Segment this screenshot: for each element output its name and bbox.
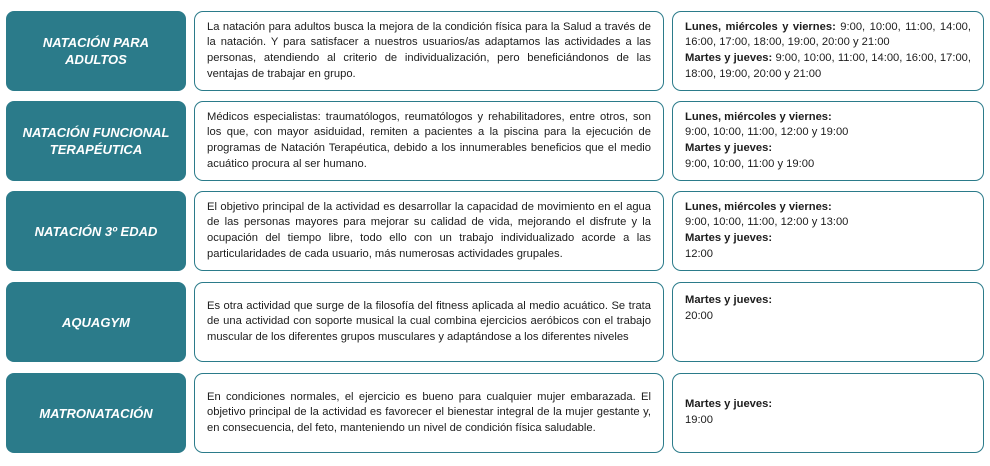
schedule-days: Lunes, miércoles y viernes: [685,200,832,213]
activity-title-box [6,191,186,271]
activity-title-box [6,101,186,181]
schedule-times: 9:00, 10:00, 11:00, 14:00, 16:00, 17:00, 18:00, 19:00, 20:00 y 21:00 [685,52,971,80]
schedule-times: 9:00, 10:00, 11:00 y 19:00 [685,157,815,170]
schedule-days: Martes y jueves: [685,142,773,154]
activity-schedule-box [672,191,984,271]
schedule-days: Martes y jueves: [685,294,773,306]
activity-row-funcional-terapeutica [6,101,984,181]
activity-description-box [194,191,664,271]
activity-title: MATRONATACIÓN [39,405,153,421]
activity-title-box [6,11,186,91]
schedule-times: 9:00, 10:00, 11:00, 14:00, 16:00, 17:00, 18:00, 19:00, 20:00 y 21:00 [685,20,971,49]
activity-schedule-box [672,373,984,453]
schedule-times: 9:00, 10:00, 11:00, 12:00 y 19:00 [685,126,849,139]
schedule-line [685,51,971,82]
activity-description-box [194,101,664,181]
activity-schedule-box [672,101,984,181]
schedule-line [685,20,971,51]
activity-row-adultos [6,11,984,91]
schedule-days: Martes y jueves: [685,398,773,411]
activity-title: NATACIÓN FUNCIONAL TERAPÉUTICA [22,125,170,157]
activity-description: El objetivo principal de la actividad es desarrollar la capacidad de movimiento en el agua de las personas mayores para mejorar su calidad de vida, mejorando el disfrute y la ocupación del tiempo libre, todo ello con un trabajo individualizado acorde a las particularidades de cada usuario, más numerosas actividades grupales. [207,200,651,260]
schedule-days: Lunes, miércoles y viernes: [685,110,832,123]
schedule-days: Martes y jueves: [685,232,773,244]
schedule-times: 9:00, 10:00, 11:00, 12:00 y 13:00 [685,216,849,229]
activity-description-box [194,11,664,91]
activity-description: En condiciones normales, el ejercicio es bueno para cualquier mujer embarazada. El objetivo principal de la actividad es favorecer el bienestar integral de la mujer gestante y, en consecuencia, del feto, manteniendo un nivel de condición física saludable. [207,390,651,434]
activity-description-box [194,282,664,362]
schedule-days: Martes y jueves: [685,52,773,64]
schedule-times: 19:00 [685,414,713,426]
schedule-days: Lunes, miércoles y viernes: [685,20,836,33]
activity-title-box [6,282,186,362]
activity-description: Es otra actividad que surge de la filosofía del fitness aplicada al medio acuático. Se trata de una actividad con soporte musical la cual combina ejercicios aeróbicos con el trabajo muscular de los diferentes grupos musculares y adaptándose a los diferentes niveles [207,299,651,343]
schedule-times: 12:00 [685,247,713,260]
activity-description-box [194,373,664,453]
activity-description: La natación para adultos busca la mejora de la condición física para la Salud a través de la natación. Y para satisfacer a nuestros usuarios/as adaptamos las actividades a las personas, atendiendo al criterio de individualización, pero beneficiándonos de las ventajas de trabajar en grupo. [207,20,651,80]
activity-row-aquagym [6,282,984,362]
activity-schedule-box [672,11,984,91]
activity-title: NATACIÓN PARA ADULTOS [42,35,150,67]
activity-schedule-box [672,282,984,362]
activity-title: AQUAGYM [62,314,130,330]
activity-description: Médicos especialistas: traumatólogos, reumatólogos y rehabilitadores, entre otros, son los que, con mayor asiduidad, remiten a pacientes a la piscina para la ejecución de programas de Natación Terapéutica, debido a los innumerables beneficios que el medio acuático procura al ser humano. [207,110,651,170]
activity-row-matronatacion [6,373,984,453]
schedule-times: 20:00 [685,309,713,322]
activity-title: NATACIÓN 3º EDAD [34,223,158,239]
activity-title-box [6,373,186,453]
activity-row-tercera-edad [6,191,984,271]
